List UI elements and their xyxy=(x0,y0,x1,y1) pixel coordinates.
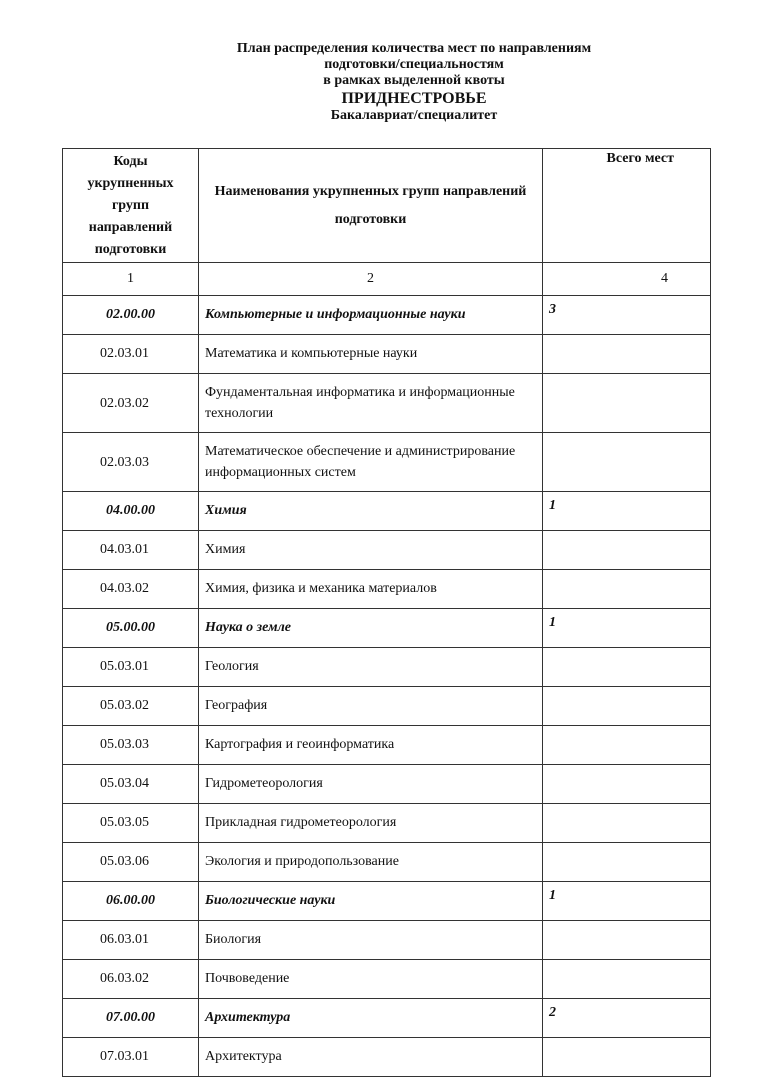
row-code: 05.00.00 xyxy=(63,609,199,648)
row-name: Гидрометеорология xyxy=(199,765,543,804)
row-count xyxy=(543,570,711,609)
row-name: Химия xyxy=(199,492,543,531)
row-name: Экология и природопользование xyxy=(199,843,543,882)
row-count xyxy=(543,921,711,960)
row-name: Химия xyxy=(199,531,543,570)
row-code: 04.00.00 xyxy=(63,492,199,531)
header-names: Наименования укрупненных групп направлений подготовки xyxy=(199,149,543,263)
row-count xyxy=(543,804,711,843)
table-row xyxy=(63,374,711,433)
row-count: 1 xyxy=(543,882,711,921)
row-name: Геология xyxy=(199,648,543,687)
row-code: 06.03.02 xyxy=(63,960,199,999)
row-name: Компьютерные и информационные науки xyxy=(199,296,543,335)
group-row xyxy=(63,882,711,921)
row-code: 07.03.01 xyxy=(63,1038,199,1077)
row-count xyxy=(543,531,711,570)
column-numbering-row xyxy=(63,263,711,296)
row-count xyxy=(543,960,711,999)
group-row xyxy=(63,609,711,648)
table-row xyxy=(63,804,711,843)
row-count xyxy=(543,374,711,433)
row-count xyxy=(543,765,711,804)
row-name: Химия, физика и механика материалов xyxy=(199,570,543,609)
title-line-3: в рамках выделенной квоты xyxy=(323,73,505,88)
table-row xyxy=(63,687,711,726)
row-count xyxy=(543,687,711,726)
group-row xyxy=(63,999,711,1038)
row-code: 04.03.02 xyxy=(63,570,199,609)
row-name: Фундаментальная информатика и информационные технологии xyxy=(199,374,543,433)
row-name: Почвоведение xyxy=(199,960,543,999)
row-code: 05.03.02 xyxy=(63,687,199,726)
row-code: 06.00.00 xyxy=(63,882,199,921)
document-title xyxy=(0,41,768,124)
row-code: 05.03.01 xyxy=(63,648,199,687)
row-code: 05.03.05 xyxy=(63,804,199,843)
row-code: 05.03.06 xyxy=(63,843,199,882)
table-row xyxy=(63,570,711,609)
row-name: Архитектура xyxy=(199,999,543,1038)
table-row xyxy=(63,843,711,882)
header-total: Всего мест xyxy=(543,149,711,263)
row-count: 3 xyxy=(543,296,711,335)
row-count xyxy=(543,1038,711,1077)
header-codes: Коды укрупненных групп направлений подготовки xyxy=(63,149,199,263)
row-name: Картография и геоинформатика xyxy=(199,726,543,765)
title-line-2: подготовки/специальностям xyxy=(324,57,504,72)
title-level: Бакалавриат/специалитет xyxy=(330,108,498,123)
row-count xyxy=(543,335,711,374)
row-code: 02.03.01 xyxy=(63,335,199,374)
table-row xyxy=(63,335,711,374)
row-name: Биология xyxy=(199,921,543,960)
row-count xyxy=(543,433,711,492)
table-row xyxy=(63,531,711,570)
row-code: 02.03.02 xyxy=(63,374,199,433)
row-code: 05.03.04 xyxy=(63,765,199,804)
table-row xyxy=(63,765,711,804)
row-count xyxy=(543,726,711,765)
row-code: 05.03.03 xyxy=(63,726,199,765)
table-row xyxy=(63,960,711,999)
row-code: 02.00.00 xyxy=(63,296,199,335)
row-name: Математическое обеспечение и администрирование информационных систем xyxy=(199,433,543,492)
column-number-2: 2 xyxy=(199,263,543,296)
row-count xyxy=(543,843,711,882)
table-row xyxy=(63,921,711,960)
group-row xyxy=(63,492,711,531)
column-number-4: 4 xyxy=(543,263,711,296)
title-region: ПРИДНЕСТРОВЬЕ xyxy=(341,90,487,107)
row-name: Наука о земле xyxy=(199,609,543,648)
row-code: 02.03.03 xyxy=(63,433,199,492)
table-row xyxy=(63,726,711,765)
quota-table xyxy=(62,148,711,1077)
row-name: Биологические науки xyxy=(199,882,543,921)
title-line-1: План распределения количества мест по направлениям xyxy=(236,41,592,56)
row-code: 07.00.00 xyxy=(63,999,199,1038)
table-header-row xyxy=(63,149,711,263)
row-name: География xyxy=(199,687,543,726)
row-count: 1 xyxy=(543,492,711,531)
column-number-1: 1 xyxy=(63,263,199,296)
table-row xyxy=(63,1038,711,1077)
row-count xyxy=(543,648,711,687)
row-count: 1 xyxy=(543,609,711,648)
group-row xyxy=(63,296,711,335)
row-name: Архитектура xyxy=(199,1038,543,1077)
table-row xyxy=(63,433,711,492)
row-code: 06.03.01 xyxy=(63,921,199,960)
row-code: 04.03.01 xyxy=(63,531,199,570)
row-name: Математика и компьютерные науки xyxy=(199,335,543,374)
table-row xyxy=(63,648,711,687)
row-count: 2 xyxy=(543,999,711,1038)
row-name: Прикладная гидрометеорология xyxy=(199,804,543,843)
